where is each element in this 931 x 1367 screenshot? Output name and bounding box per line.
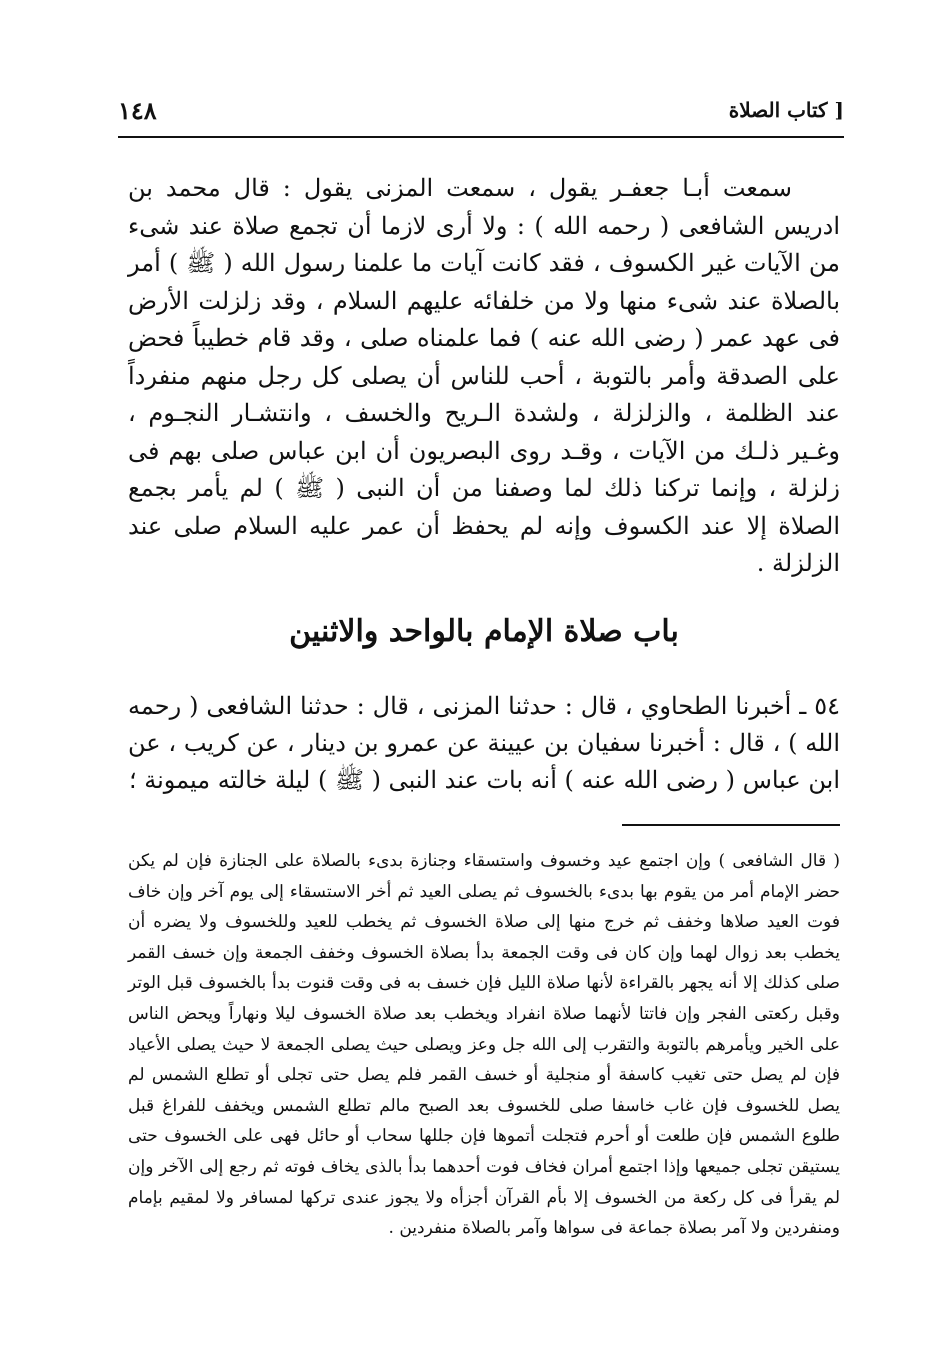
footnote-rule (622, 824, 840, 826)
page-header (118, 96, 844, 136)
section-heading: باب صلاة الإمام بالواحد والاثنين (289, 614, 679, 649)
running-title: [ كتاب الصلاة (728, 98, 844, 122)
hadith-paragraph: ٥٤ ـ أخبرنا الطحاوي ، قال : حدثنا المزنى ، قال : حدثنا الشافعى ( رحمه الله ) ، قال : أخبرنا سفيان بن عيينة عن عمرو بن دينار ، عن كريب ، عن ابن عباس ( رضى الله عنه ) أنه بات عند النبى ( ﷺ ) ليلة خالته ميمونة ؛ (128, 692, 840, 794)
footnote-block (128, 846, 840, 1244)
header-rule (118, 136, 844, 138)
page-number: ١٤٨ (118, 96, 157, 125)
hadith-block (128, 688, 840, 799)
main-text-block (128, 170, 840, 583)
main-paragraph: سمعت أبـا جعفـر يقول ، سمعت المزنى يقول : قال محمد بن ادريس الشافعى ( رحمه الله ) : ولا أرى لازما أن تجمع صلاة عند شىء من الآيات غير الكسوف ، فقد كانت آيات ما علمنا رسول الله ( ﷺ ) أمر بالصلاة عند شىء منها ولا من خلفائه عليهم السلام ، وقد زلزلت الأرض فى عهد عمر ( رضى الله عنه ) فما علمناه صلى ، وقد قام خطيباً فحض على الصدقة وأمر بالتوبة ، أحب للناس أن يصلى كل رجل منهم منفرداً عند الظلمة ، والزلزلة ، ولشدة الـريح والخسف ، وانتشـار النجـوم ، وغـير ذلـك من الآيات ، وقـد روى البصريون أن ابن عباس صلى بهم فى زلزلة ، وإنما تركنا ذلك لما وصفنا من أن النبى ( ﷺ ) لم يأمر بجمع الصلاة إلا عند الكسوف وإنه لم يحفظ أن عمر عليه السلام صلى عند الزلزلة . (128, 174, 841, 577)
footnote-paragraph: ( قال الشافعى ) وإن اجتمع عيد وخسوف واستسقاء وجنازة بدىء بالصلاة على الجنازة فإن لم يكن حضر الإمام أمر من يقوم بها بدىء بالخسوف ثم يصلى العيد ثم أخر الاستسقاء إلى يوم آخر وإن خاف فوت العيد صلاها وخفف ثم خرج منها إلى صلاة الخسوف ثم يخطب للعيد وللخسوف ولا يضره أن يخطب بعد زوال لهما وإن كان فى وقت الجمعة بدأ بصلاة الخسوف وخفف الجمعة وإن خسف القمر صلى كذلك إلا أنه يجهر بالقراءة لأنها صلاة الليل فإن خسف به فى وقت قنوت بدأ بالخسوف قبل الوتر وقبل ركعتى الفجر وإن فاتتا لأنهما صلاة انفراد ويخطب بعد صلاة الخسوف ليلا ونهاراً ويحض الناس على الخير ويأمرهم بالتوبة والتقرب إلى الله جل وعز ويصلى حيث يصلى الجمعة لا حيث يصلى الأعياد فإن لم يصل حتى تغيب كاسفة أو منجلية أو خسف القمر فلم يصل حتى تجلى أو تطلع الشمس لم يصل للخسوف فإن غاب خاسفا صلى للخسوف بعد الصبح مالم تطلع الشمس ويخفف للفراغ قبل طلوع الشمس فإن طلعت أو أحرم فتجلت أتموها فإن جللها سحاب أو حائل فهى على الخسوف حتى يستيقن تجلى جميعها وإذا اجتمع أمران فخاف فوت أحدهما بدأ بالذى يخاف فوته ثم رجع إلى الآخر وإن لم يقرأ فى كل ركعة من الخسوف إلا بأم القرآن أجزأه ولا يجوز عندى تركها لمسافر ولا لمقيم بإمام ومنفردين ولا آمر بصلاة جماعة فى سواها وآمر بالصلاة منفردين . (128, 851, 840, 1239)
